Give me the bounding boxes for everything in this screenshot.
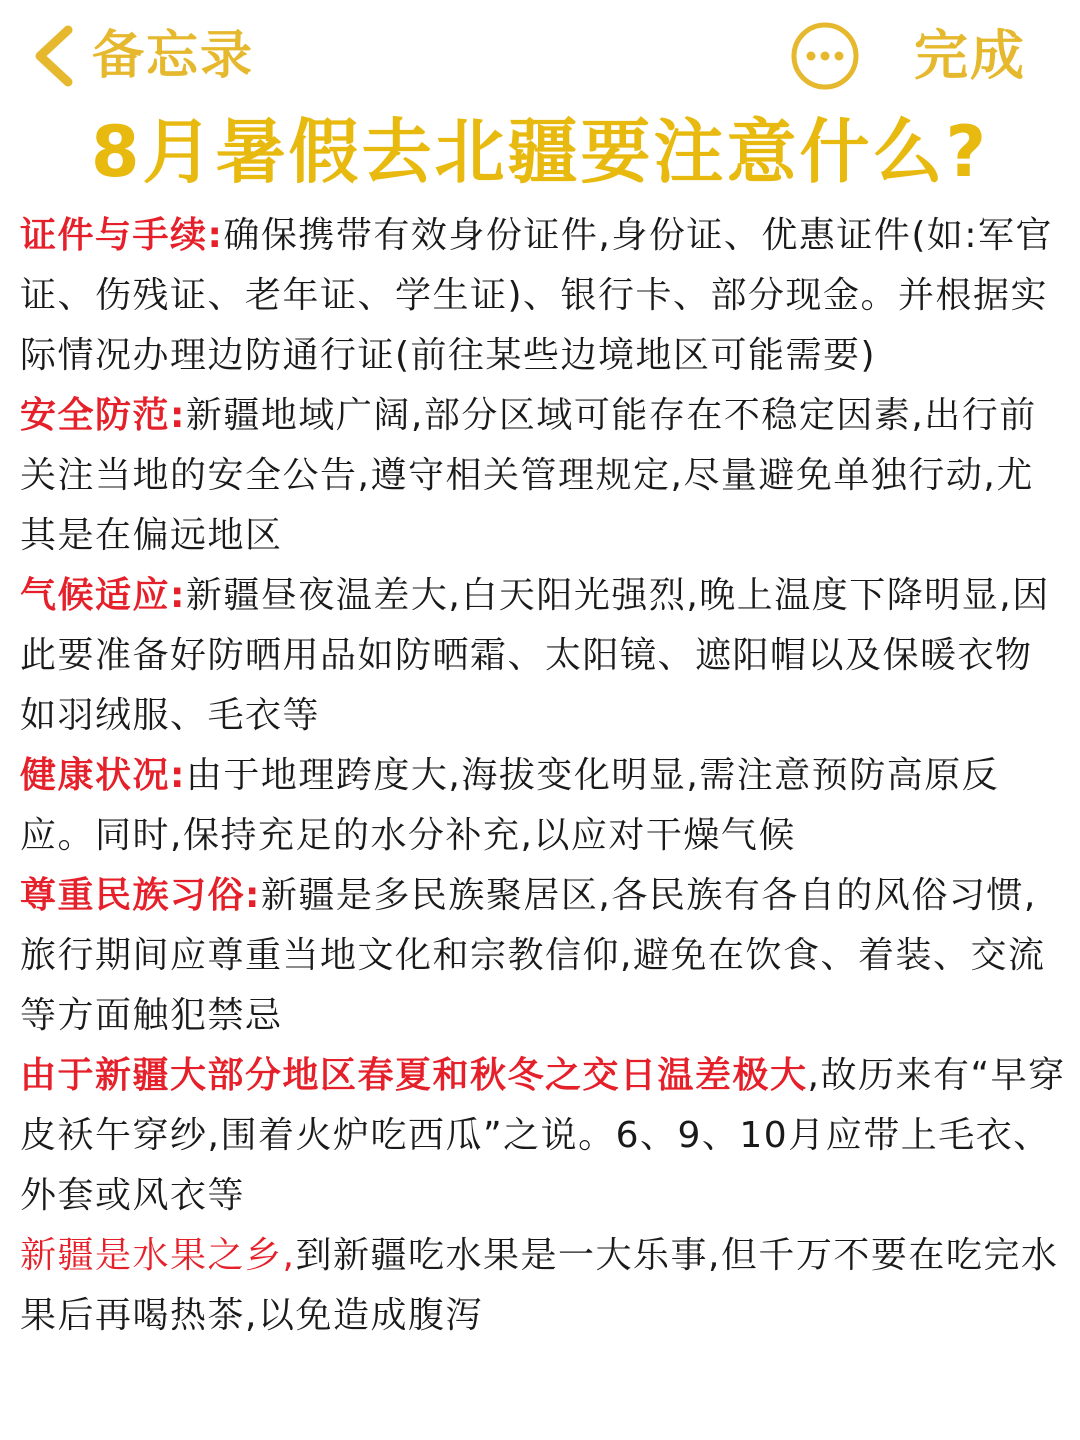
- paragraph-heading: 由于新疆大部分地区春夏和秋冬之交日温差极大: [20, 1055, 808, 1096]
- ellipsis-circle-icon: [790, 21, 860, 91]
- note-paragraph: [20, 866, 1066, 1046]
- paragraph-text: ,故历来有“早穿皮袄午穿纱,围着火炉吃西瓜”之说。6、9、10月应带上毛衣、外套或风衣等: [20, 1055, 1066, 1216]
- paragraph-text: 确保携带有效身份证件,身份证、优惠证件(如:军官证、伤残证、老年证、学生证)、银行卡、部分现金。并根据实际情况办理边防通行证(前往某些边境地区可能需要): [20, 215, 1054, 376]
- note-paragraph: [20, 1226, 1066, 1346]
- more-options-button[interactable]: [790, 21, 860, 91]
- paragraph-heading: 证件与手续:: [20, 215, 224, 256]
- note-paragraph: [20, 746, 1066, 866]
- note-body[interactable]: [20, 206, 1066, 1346]
- paragraph-heading: 安全防范:: [20, 395, 186, 436]
- paragraph-heading: 尊重民族习俗:: [20, 875, 261, 916]
- note-paragraph: [20, 386, 1066, 566]
- back-label: 备忘录: [92, 26, 255, 86]
- note-paragraph: [20, 566, 1066, 746]
- paragraph-text: 新疆昼夜温差大,白天阳光强烈,晚上温度下降明显,因此要准备好防晒用品如防晒霜、太阳镜、遮阳帽以及保暖衣物如羽绒服、毛衣等: [20, 575, 1050, 736]
- paragraph-heading: 新疆是水果之乡,: [20, 1235, 296, 1276]
- note-paragraph: [20, 206, 1066, 386]
- chevron-left-icon: [28, 24, 80, 88]
- paragraph-text: 到新疆吃水果是一大乐事,但千万不要在吃完水果后再喝热茶,以免造成腹泻: [20, 1235, 1059, 1336]
- note-paragraph: [20, 1046, 1066, 1226]
- paragraph-text: 由于地理跨度大,海拔变化明显,需注意预防高原反应。同时,保持充足的水分补充,以应对干燥气候: [20, 755, 1000, 856]
- back-button[interactable]: [28, 18, 254, 94]
- note-title: 8月暑假去北疆要注意什么?: [90, 111, 990, 193]
- nav-bar: [0, 0, 1080, 110]
- paragraph-text: 新疆地域广阔,部分区域可能存在不稳定因素,出行前关注当地的安全公告,遵守相关管理规定,尽量避免单独行动,尤其是在偏远地区: [20, 395, 1037, 556]
- paragraph-heading: 健康状况:: [20, 755, 186, 796]
- paragraph-heading: 气候适应:: [20, 575, 186, 616]
- done-button[interactable]: 完成: [914, 24, 1026, 87]
- paragraph-text: 新疆是多民族聚居区,各民族有各自的风俗习惯,旅行期间应尊重当地文化和宗教信仰,避免在饮食、着装、交流等方面触犯禁忌: [20, 875, 1046, 1036]
